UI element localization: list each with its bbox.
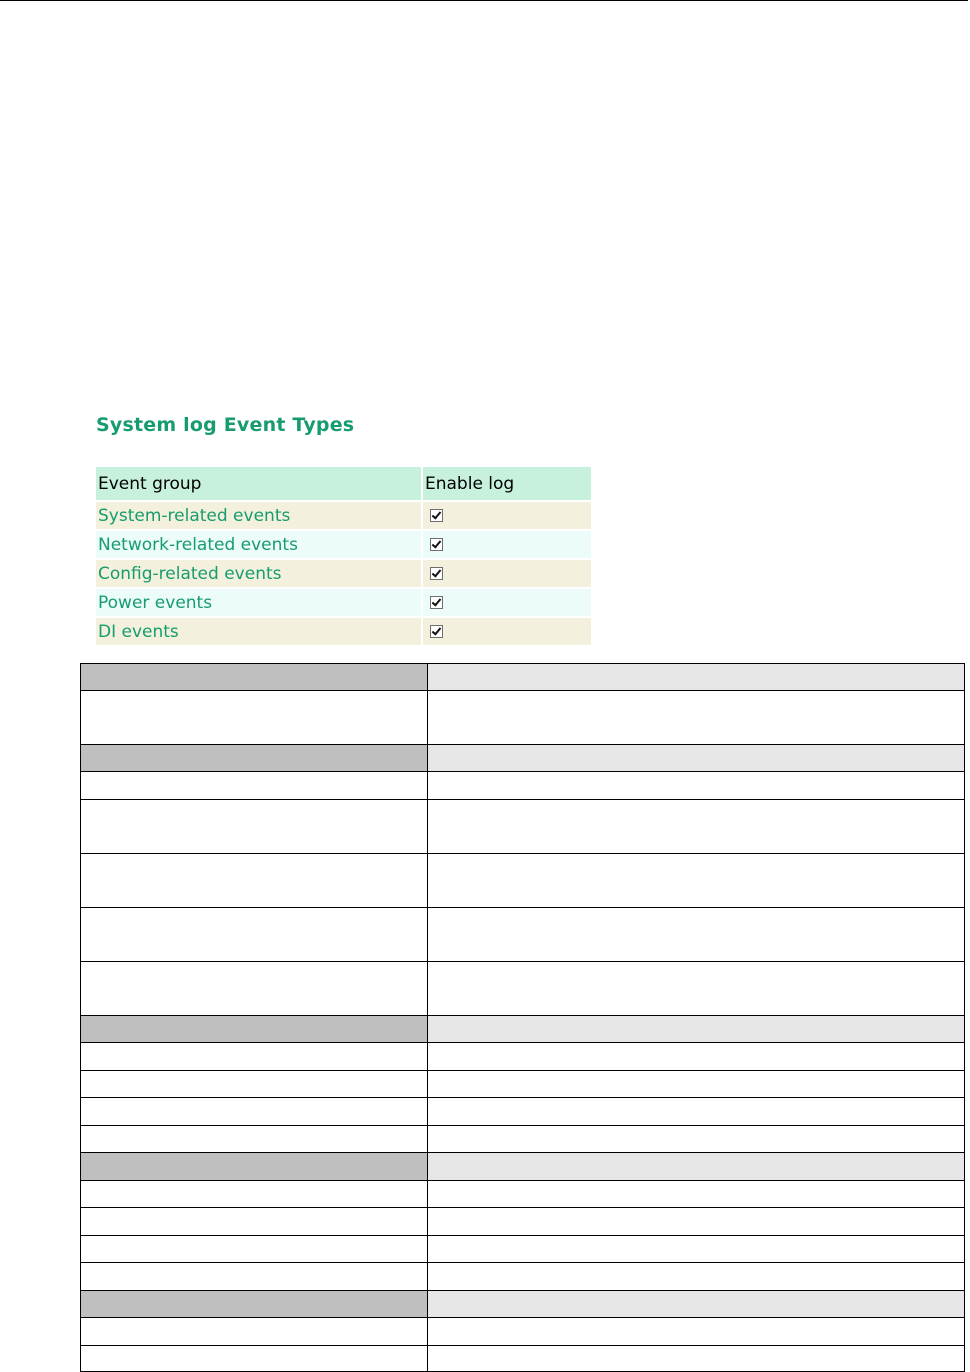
grid-cell [428, 691, 965, 745]
event-types-table [94, 465, 593, 647]
grid-row [81, 1181, 965, 1208]
table-row [96, 560, 591, 587]
grid-cell [81, 1181, 428, 1208]
enable-log-checkbox-config[interactable] [430, 567, 443, 580]
grid-cell [81, 1043, 428, 1071]
table-row [96, 618, 591, 645]
grid-cell [81, 772, 428, 800]
enable-cell [423, 502, 591, 529]
enable-cell [423, 560, 591, 587]
enable-log-checkbox-system[interactable] [430, 509, 443, 522]
grid-cell [428, 1236, 965, 1263]
grid-cell [81, 1318, 428, 1346]
event-group-system: System-related events [96, 502, 421, 529]
enable-log-checkbox-network[interactable] [430, 538, 443, 551]
grid-cell [428, 908, 965, 962]
grid-row [81, 1236, 965, 1263]
grid-row [81, 854, 965, 908]
grid-cell [428, 1181, 965, 1208]
grid-cell [428, 1263, 965, 1291]
grid-cell [81, 745, 428, 772]
grid-row [81, 962, 965, 1016]
grid-row [81, 1208, 965, 1236]
grid-cell [81, 1153, 428, 1181]
grid-cell [428, 1153, 965, 1181]
grid-row [81, 800, 965, 854]
grid-cell [81, 854, 428, 908]
section-title: System log Event Types [96, 414, 355, 436]
table-row [96, 531, 591, 558]
grid-cell [428, 1016, 965, 1043]
grid-row [81, 908, 965, 962]
table-row [96, 589, 591, 616]
grid-group-header [81, 1291, 965, 1318]
grid-cell [428, 854, 965, 908]
grid-cell [428, 664, 965, 691]
grid-cell [81, 1236, 428, 1263]
grid-row [81, 1318, 965, 1346]
grid-group-header [81, 745, 965, 772]
grid-row [81, 1263, 965, 1291]
event-group-power: Power events [96, 589, 421, 616]
grid-cell [428, 1208, 965, 1236]
grid-cell [428, 745, 965, 772]
enable-log-checkbox-power[interactable] [430, 596, 443, 609]
grid-cell [428, 1346, 965, 1372]
grid-cell [81, 800, 428, 854]
grid-row [81, 1346, 965, 1372]
enable-cell [423, 589, 591, 616]
grid-cell [81, 908, 428, 962]
grid-cell [81, 1263, 428, 1291]
grid-cell [81, 1016, 428, 1043]
grid-cell [81, 1208, 428, 1236]
grid-row [81, 691, 965, 745]
grid-cell [428, 1291, 965, 1318]
grid-cell [428, 1098, 965, 1126]
event-group-di: DI events [96, 618, 421, 645]
enable-log-header: Enable log [423, 467, 591, 500]
grid-cell [81, 1126, 428, 1153]
grid-cell [428, 1318, 965, 1346]
grid-cell [81, 691, 428, 745]
grid-cell [81, 1291, 428, 1318]
grid-cell [428, 1071, 965, 1098]
grid-cell [81, 1071, 428, 1098]
grid-cell [428, 772, 965, 800]
top-rule [0, 0, 968, 1]
event-group-network: Network-related events [96, 531, 421, 558]
table-header-row [96, 467, 591, 500]
grid-row [81, 1126, 965, 1153]
grid-cell [428, 1043, 965, 1071]
enable-log-checkbox-di[interactable] [430, 625, 443, 638]
grid-cell [81, 664, 428, 691]
grid-cell [81, 962, 428, 1016]
table-row [96, 502, 591, 529]
event-group-config: Config-related events [96, 560, 421, 587]
description-grid [80, 663, 965, 1372]
enable-cell [423, 531, 591, 558]
grid-row [81, 772, 965, 800]
enable-cell [423, 618, 591, 645]
grid-cell [81, 1098, 428, 1126]
grid-row [81, 1071, 965, 1098]
event-group-header: Event group [96, 467, 421, 500]
grid-cell [428, 800, 965, 854]
grid-row [81, 1098, 965, 1126]
grid-group-header [81, 1153, 965, 1181]
grid-cell [428, 962, 965, 1016]
grid-group-header [81, 664, 965, 691]
grid-cell [81, 1346, 428, 1372]
grid-row [81, 1043, 965, 1071]
grid-cell [428, 1126, 965, 1153]
grid-group-header [81, 1016, 965, 1043]
